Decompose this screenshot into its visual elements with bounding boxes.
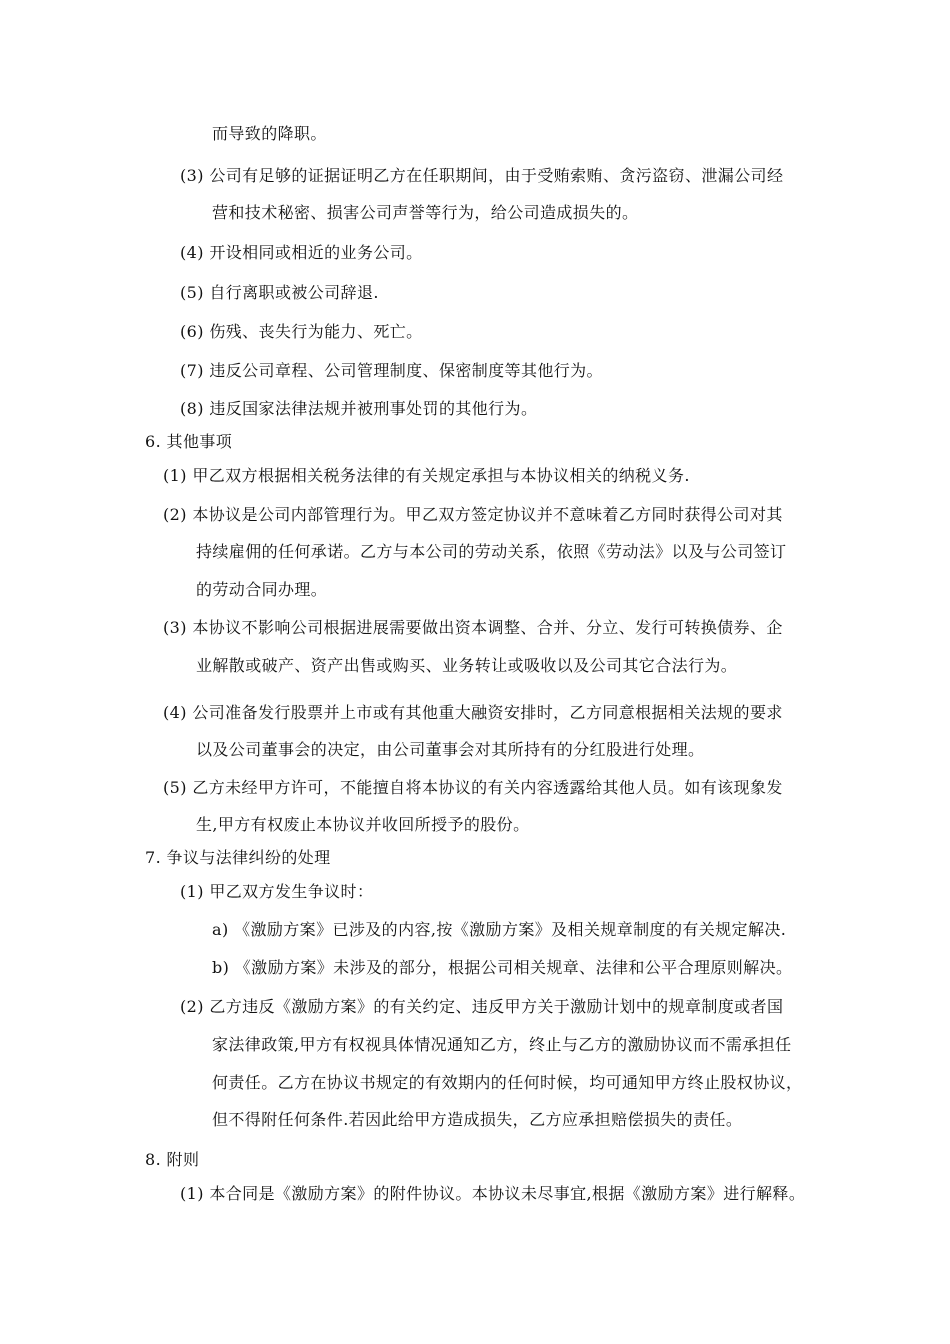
list-item: (5) 乙方未经甲方许可，不能擅自将本协议的有关内容透露给其他人员。如有该现象发 <box>163 778 783 797</box>
section-heading: 8. 附则 <box>145 1150 200 1169</box>
text-line: 但不得附任何条件.若因此给甲方造成损失，乙方应承担赔偿损失的责任。 <box>212 1110 743 1129</box>
list-item: (2) 乙方违反《激励方案》的有关约定、违反甲方关于激励计划中的规章制度或者国 <box>180 997 784 1016</box>
text-line: 何责任。乙方在协议书规定的有效期内的任何时候，均可通知甲方终止股权协议， <box>212 1073 803 1092</box>
text-line: 以及公司董事会的决定，由公司董事会对其所持有的分红股进行处理。 <box>196 740 705 759</box>
list-item: (7) 违反公司章程、公司管理制度、保密制度等其他行为。 <box>180 361 603 380</box>
list-item: (3) 公司有足够的证据证明乙方在任职期间，由于受贿索贿、贪污盗窃、泄漏公司经 <box>180 166 784 185</box>
text-line: 营和技术秘密、损害公司声誉等行为，给公司造成损失的。 <box>212 203 639 222</box>
list-item: (4) 公司准备发行股票并上市或有其他重大融资安排时，乙方同意根据相关法规的要求 <box>163 703 783 722</box>
list-item: (1) 本合同是《激励方案》的附件协议。本协议未尽事宜,根据《激励方案》进行解释。 <box>180 1184 806 1203</box>
text-line: 生,甲方有权废止本协议并收回所授予的股份。 <box>196 815 530 834</box>
text-line: 的劳动合同办理。 <box>196 580 328 599</box>
sub-list-item: a) 《激励方案》已涉及的内容,按《激励方案》及相关规章制度的有关规定解决. <box>212 920 787 939</box>
list-item: (8) 违反国家法律法规并被刑事处罚的其他行为。 <box>180 399 538 418</box>
text-line: 持续雇佣的任何承诺。乙方与本公司的劳动关系，依照《劳动法》以及与公司签订 <box>196 542 787 561</box>
list-item: (2) 本协议是公司内部管理行为。甲乙双方签定协议并不意味着乙方同时获得公司对其 <box>163 505 783 524</box>
list-item: (4) 开设相同或相近的业务公司。 <box>180 243 423 262</box>
section-heading: 6. 其他事项 <box>145 432 233 451</box>
list-item: (1) 甲乙双方发生争议时： <box>180 882 374 901</box>
text-line: 而导致的降职。 <box>212 124 327 143</box>
list-item: (5) 自行离职或被公司辞退. <box>180 283 379 302</box>
text-line: 业解散或破产、资产出售或购买、业务转让或吸收以及公司其它合法行为。 <box>196 656 738 675</box>
list-item: (1) 甲乙双方根据相关税务法律的有关规定承担与本协议相关的纳税义务. <box>163 466 690 485</box>
text-line: 家法律政策,甲方有权视具体情况通知乙方，终止与乙方的激励协议而不需承担任 <box>212 1035 792 1054</box>
list-item: (6) 伤残、丧失行为能力、死亡。 <box>180 322 423 341</box>
section-heading: 7. 争议与法律纠纷的处理 <box>145 848 331 867</box>
sub-list-item: b) 《激励方案》未涉及的部分，根据公司相关规章、法律和公平合理原则解决。 <box>212 958 793 977</box>
list-item: (3) 本协议不影响公司根据进展需要做出资本调整、合并、分立、发行可转换债券、企 <box>163 618 783 637</box>
